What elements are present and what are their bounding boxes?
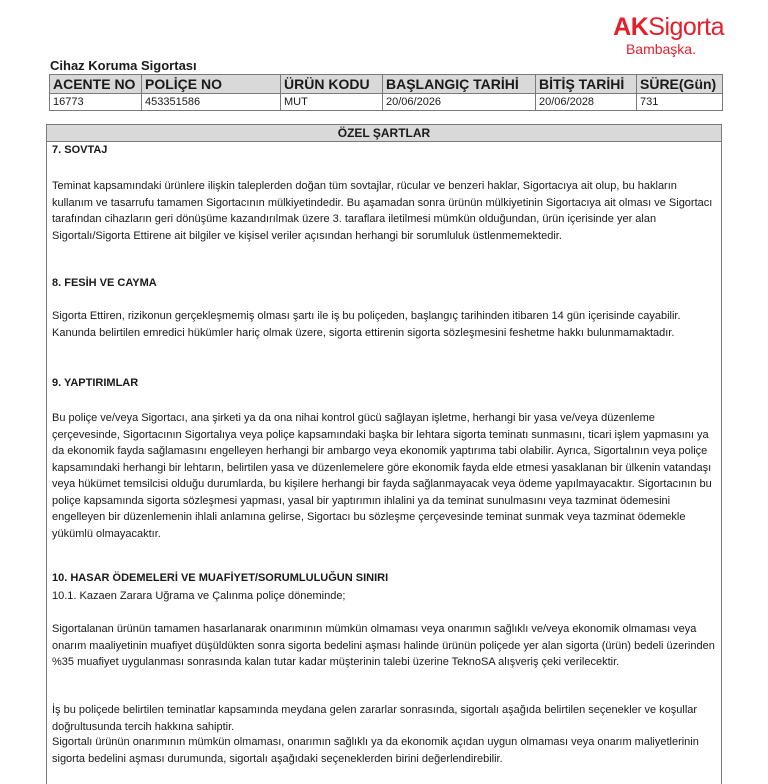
header-duration: SÜRE(Gün) [637,75,723,94]
cell-agent-no: 16773 [50,94,142,111]
policy-info-table [49,74,723,111]
section-8-title: 8. FESİH VE CAYMA [52,277,157,289]
section-10-paragraph-1: Sigortalanan ürünün tamamen hasarlanarak onarımının mümkün olmaması veya onarımın sağlıklı ve/veya ekonomik olmaması veya onarım maaliyetinin muafiyet düşüldükten sonra sigorta bedelini aşması halinde ürünün poliçede yer alan sigorta (ürün) bedeli üzerinden %35 muafiyet uygulanması sonrasında kalan tutar kadar müşterinin talebi üzerine TeknoSA alışveriş çeki verilecektir. [52,623,715,668]
section-9-title: 9. YAPTIRIMLAR [52,377,139,389]
section-9-body: Bu poliçe ve/veya Sigortacı, ana şirketi ya da ona nihai kontrol gücü sağlayan işletme, herhangi bir yasa ve/veya düzenleme çerçevesinde, Sigortacının Sigortalıya veya poliçe kapsamındaki başka bir lehtara sigorta teminatı sunmasını, ticari işlem yapmasını ya da ekonomik fayda sağlamasını engelleyen herhangi bir ambargo veya ekonomik yaptırıma tabi olabilir. Ayrıca, Sigortalının veya poliçe kapsamındaki herhangi bir lehtarın, belirtilen yasa ve düzenlemelere göre ekonomik fayda elde etmesi yasaklanan bir ülkenin vatandaşı veya hükümet temsilcisi olduğu durumlarda, bu kişilere herhangi bir fayda sağlanmayacak veya ödeme yapılmayacaktır. Sigortacının bu poliçe kapsamında sigorta sözleşmesi yapması, yasal bir yaptırımın ihlalini ya da teminat sunulmasını veya tazminat ödemesini engelleyen bir düzenlemenin ihlali anlamına gelirse, Sigortacı bu sözleşme çerçevesinde teminat sunmak veya tazminat ödemekle yükümlü olmayacaktır. [52,412,712,540]
table-row [50,94,723,111]
logo-sigorta: Sigorta [648,13,724,41]
header-product-code: ÜRÜN KODU [281,75,383,94]
policy-table-header-row [50,75,723,94]
section-7-title: 7. SOVTAJ [52,144,108,156]
section-10-paragraph-3: Sigortalı ürünün onarımının mümkün olmaması, onarımın sağlıklı ya da ekonomik açıdan uygun olmaması veya onarım maliyetlerinin sigorta bedelini aşması durumunda, sigortalı aşağıdaki seçeneklerden birini değerlendirebilir. [52,736,699,765]
cell-end-date: 20/06/2028 [536,94,637,111]
section-10-paragraph-2: İş bu poliçede belirtilen teminatlar kapsamında meydana gelen zararlar sonrasında, sigortalı aşağıda belirtilen seçenekler ve koşullar doğrultusunda tercih hakkına sahiptir. [52,704,698,733]
header-end-date: BİTİŞ TARİHİ [536,75,637,94]
cell-start-date: 20/06/2026 [383,94,536,111]
section-8-body: Sigorta Ettiren, rizikonun gerçekleşmemiş olması şartı ile iş bu poliçeden, başlangıç tarihinden itibaren 14 gün içerisinde cayabilir. Kanunda belirtilen emredici hükümler hariç olmak üzere, sigorta ettirenin sigorta sözleşmesini feshetme hakkı bulunmamaktadır. [52,310,681,339]
section-10-title: 10. HASAR ÖDEMELERİ VE MUAFİYET/SORUMLULUĞUN SINIRI [52,572,389,584]
document-title: Cihaz Koruma Sigortası [50,58,197,73]
section-7-body: Teminat kapsamındaki ürünlere ilişkin taleplerden doğan tüm sovtajlar, rücular ve benzeri haklar, Sigortacıya ait olup, bu hakların kullanım ve tasarrufu tamamen Sigortacının mülkiyetindedir. Bu aşamadan sonra ürünün mülkiyetinin Sigortacıya ait olması ve Sigortacı tarafından cihazların geri dönüşüme kazandırılmak üzere 3. taraflara iletilmesi mümkün olduğundan, ürün içerisinde yer alan Sigortalı/Sigorta Ettirene ait bilgiler ve kişisel veriler açısından herhangi bir sorumluluk üstlenmemektedir. [52,180,713,242]
cell-product-code: MUT [281,94,383,111]
aksigorta-logo [613,14,724,57]
cell-duration: 731 [637,94,723,111]
logo-wordmark [613,14,724,40]
logo-ak: AK [613,13,649,41]
header-start-date: BAŞLANGIÇ TARİHİ [383,75,536,94]
logo-tagline: Bambaşka. [625,41,696,57]
header-agent-no: ACENTE NO [50,75,142,94]
special-terms-header: ÖZEL ŞARTLAR [47,125,721,142]
section-10-subtitle: 10.1. Kazaen Zarara Uğrama ve Çalınma poliçe döneminde; [52,590,346,602]
header-policy-no: POLİÇE NO [142,75,281,94]
cell-policy-no: 453351586 [142,94,281,111]
